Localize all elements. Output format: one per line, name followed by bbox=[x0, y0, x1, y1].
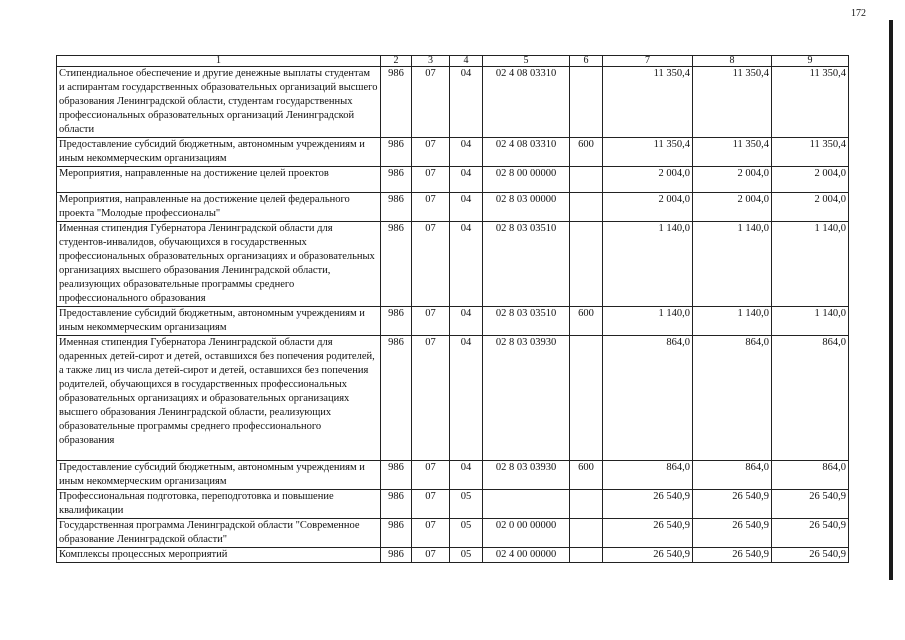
section-code: 07 bbox=[412, 548, 450, 563]
ministry-code: 986 bbox=[381, 193, 412, 222]
subsection-code: 05 bbox=[450, 490, 483, 519]
column-header-3: 3 bbox=[412, 56, 450, 67]
amount-col-7: 2 004,0 bbox=[603, 167, 693, 193]
subsection-code: 04 bbox=[450, 67, 483, 138]
section-code: 07 bbox=[412, 167, 450, 193]
amount-col-7: 11 350,4 bbox=[603, 67, 693, 138]
table-row bbox=[57, 193, 849, 222]
row-name: Именная стипендия Губернатора Ленинградской области для одаренных детей-сирот и детей, оставшихся без попечения родителей, а также лиц из числа детей-сирот и детей, оставшихся без попечения родителей, обучающихся в государственных профессиональных образовательных организациях и образовательных организациях высшего образования Ленинградской области, реализующих образовательные программы среднего профессионального образования bbox=[57, 336, 381, 461]
amount-col-9: 1 140,0 bbox=[772, 307, 849, 336]
subsection-code: 04 bbox=[450, 336, 483, 461]
amount-col-7: 1 140,0 bbox=[603, 307, 693, 336]
ministry-code: 986 bbox=[381, 336, 412, 461]
table-row bbox=[57, 167, 849, 193]
row-name: Комплексы процессных мероприятий bbox=[57, 548, 381, 563]
ministry-code: 986 bbox=[381, 548, 412, 563]
ministry-code: 986 bbox=[381, 461, 412, 490]
expense-type-code: 600 bbox=[570, 138, 603, 167]
column-header-4: 4 bbox=[450, 56, 483, 67]
amount-col-7: 1 140,0 bbox=[603, 222, 693, 307]
amount-col-8: 1 140,0 bbox=[693, 307, 772, 336]
budget-table bbox=[56, 55, 849, 563]
target-article-code: 02 0 00 00000 bbox=[483, 519, 570, 548]
table-row bbox=[57, 490, 849, 519]
expense-type-code bbox=[570, 548, 603, 563]
amount-col-7: 26 540,9 bbox=[603, 490, 693, 519]
amount-col-9: 26 540,9 bbox=[772, 490, 849, 519]
amount-col-7: 864,0 bbox=[603, 336, 693, 461]
amount-col-9: 2 004,0 bbox=[772, 193, 849, 222]
amount-col-9: 26 540,9 bbox=[772, 519, 849, 548]
amount-col-8: 864,0 bbox=[693, 336, 772, 461]
subsection-code: 04 bbox=[450, 138, 483, 167]
expense-type-code bbox=[570, 222, 603, 307]
table-row bbox=[57, 548, 849, 563]
column-header-5: 5 bbox=[483, 56, 570, 67]
table-row bbox=[57, 461, 849, 490]
expense-type-code: 600 bbox=[570, 461, 603, 490]
section-code: 07 bbox=[412, 490, 450, 519]
amount-col-9: 11 350,4 bbox=[772, 67, 849, 138]
expense-type-code bbox=[570, 336, 603, 461]
expense-type-code bbox=[570, 167, 603, 193]
amount-col-8: 2 004,0 bbox=[693, 193, 772, 222]
table-row bbox=[57, 138, 849, 167]
row-name: Предоставление субсидий бюджетным, автономным учреждениям и иным некоммерческим организациям bbox=[57, 138, 381, 167]
amount-col-8: 26 540,9 bbox=[693, 519, 772, 548]
section-code: 07 bbox=[412, 461, 450, 490]
target-article-code: 02 8 03 00000 bbox=[483, 193, 570, 222]
amount-col-9: 2 004,0 bbox=[772, 167, 849, 193]
row-name: Предоставление субсидий бюджетным, автономным учреждениям и иным некоммерческим организациям bbox=[57, 307, 381, 336]
ministry-code: 986 bbox=[381, 490, 412, 519]
section-code: 07 bbox=[412, 67, 450, 138]
column-header-7: 7 bbox=[603, 56, 693, 67]
section-code: 07 bbox=[412, 307, 450, 336]
amount-col-7: 26 540,9 bbox=[603, 548, 693, 563]
amount-col-9: 1 140,0 bbox=[772, 222, 849, 307]
amount-col-8: 26 540,9 bbox=[693, 548, 772, 563]
subsection-code: 04 bbox=[450, 307, 483, 336]
target-article-code: 02 8 03 03510 bbox=[483, 307, 570, 336]
expense-type-code bbox=[570, 519, 603, 548]
row-name: Мероприятия, направленные на достижение целей федерального проекта "Молодые профессионалы" bbox=[57, 193, 381, 222]
expense-type-code bbox=[570, 490, 603, 519]
column-header-6: 6 bbox=[570, 56, 603, 67]
table-row bbox=[57, 519, 849, 548]
target-article-code: 02 8 03 03930 bbox=[483, 336, 570, 461]
table-row bbox=[57, 336, 849, 461]
expense-type-code bbox=[570, 193, 603, 222]
row-name: Мероприятия, направленные на достижение целей проектов bbox=[57, 167, 381, 193]
subsection-code: 04 bbox=[450, 193, 483, 222]
target-article-code: 02 8 03 03510 bbox=[483, 222, 570, 307]
column-header-2: 2 bbox=[381, 56, 412, 67]
ministry-code: 986 bbox=[381, 307, 412, 336]
section-code: 07 bbox=[412, 519, 450, 548]
section-code: 07 bbox=[412, 336, 450, 461]
subsection-code: 04 bbox=[450, 222, 483, 307]
table-row bbox=[57, 307, 849, 336]
scan-edge-bar bbox=[889, 20, 893, 580]
row-name: Государственная программа Ленинградской области "Современное образование Ленинградской области" bbox=[57, 519, 381, 548]
amount-col-8: 11 350,4 bbox=[693, 67, 772, 138]
section-code: 07 bbox=[412, 138, 450, 167]
column-header-1: 1 bbox=[57, 56, 381, 67]
amount-col-7: 2 004,0 bbox=[603, 193, 693, 222]
page-number: 172 bbox=[851, 8, 866, 19]
ministry-code: 986 bbox=[381, 519, 412, 548]
subsection-code: 04 bbox=[450, 461, 483, 490]
target-article-code: 02 8 03 03930 bbox=[483, 461, 570, 490]
table-row bbox=[57, 67, 849, 138]
target-article-code: 02 4 08 03310 bbox=[483, 67, 570, 138]
ministry-code: 986 bbox=[381, 138, 412, 167]
target-article-code: 02 4 08 03310 bbox=[483, 138, 570, 167]
amount-col-9: 864,0 bbox=[772, 336, 849, 461]
section-code: 07 bbox=[412, 222, 450, 307]
table-row bbox=[57, 222, 849, 307]
amount-col-8: 864,0 bbox=[693, 461, 772, 490]
column-header-9: 9 bbox=[772, 56, 849, 67]
amount-col-7: 26 540,9 bbox=[603, 519, 693, 548]
header-row bbox=[57, 56, 849, 67]
amount-col-7: 864,0 bbox=[603, 461, 693, 490]
amount-col-8: 2 004,0 bbox=[693, 167, 772, 193]
subsection-code: 04 bbox=[450, 167, 483, 193]
target-article-code bbox=[483, 490, 570, 519]
column-header-8: 8 bbox=[693, 56, 772, 67]
target-article-code: 02 8 00 00000 bbox=[483, 167, 570, 193]
amount-col-8: 1 140,0 bbox=[693, 222, 772, 307]
section-code: 07 bbox=[412, 193, 450, 222]
row-name: Профессиональная подготовка, переподготовка и повышение квалификации bbox=[57, 490, 381, 519]
target-article-code: 02 4 00 00000 bbox=[483, 548, 570, 563]
expense-type-code bbox=[570, 67, 603, 138]
amount-col-9: 26 540,9 bbox=[772, 548, 849, 563]
ministry-code: 986 bbox=[381, 222, 412, 307]
amount-col-9: 11 350,4 bbox=[772, 138, 849, 167]
ministry-code: 986 bbox=[381, 167, 412, 193]
amount-col-9: 864,0 bbox=[772, 461, 849, 490]
expense-type-code: 600 bbox=[570, 307, 603, 336]
row-name: Стипендиальное обеспечение и другие денежные выплаты студентам и аспирантам государственных образовательных организаций высшего образования Ленинградской области, студентам государственных профессиональных образовательных организаций Ленинградской области bbox=[57, 67, 381, 138]
amount-col-8: 11 350,4 bbox=[693, 138, 772, 167]
subsection-code: 05 bbox=[450, 548, 483, 563]
amount-col-8: 26 540,9 bbox=[693, 490, 772, 519]
row-name: Предоставление субсидий бюджетным, автономным учреждениям и иным некоммерческим организациям bbox=[57, 461, 381, 490]
amount-col-7: 11 350,4 bbox=[603, 138, 693, 167]
subsection-code: 05 bbox=[450, 519, 483, 548]
ministry-code: 986 bbox=[381, 67, 412, 138]
row-name: Именная стипендия Губернатора Ленинградской области для студентов-инвалидов, обучающихся в государственных профессиональных образовательных организациях и образовательных организациях высшего образования Ленинградской области, реализующих образовательные программы среднего профессионального образования bbox=[57, 222, 381, 307]
